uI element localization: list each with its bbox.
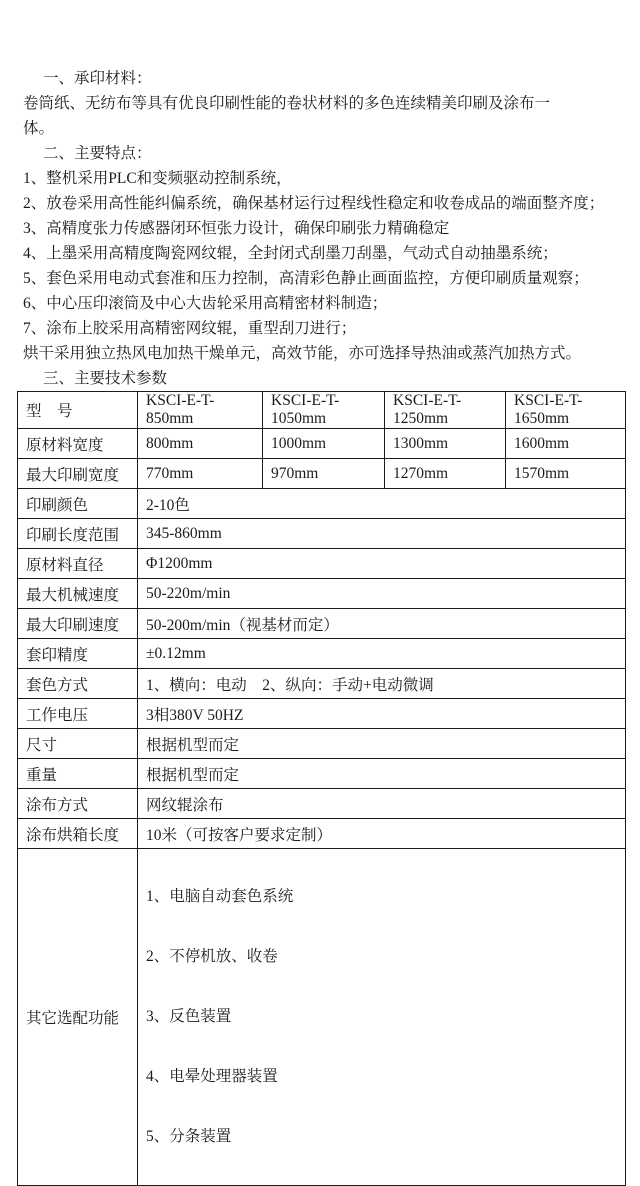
table-row — [18, 579, 626, 609]
table-row — [18, 789, 626, 819]
spec-value-cell: 根据机型而定 — [138, 729, 626, 759]
spec-label-cell: 最大印刷宽度 — [18, 459, 138, 489]
spec-label-cell: 涂布烘箱长度 — [18, 819, 138, 849]
table-row — [18, 759, 626, 789]
table-row — [18, 639, 626, 669]
spec-value-cell: 1300mm — [385, 429, 506, 459]
section-heading-materials: 一、承印材料： — [43, 70, 152, 87]
spec-label-cell: 套印精度 — [18, 639, 138, 669]
model-name-cell: KSCI-E-T-1250mm — [385, 392, 506, 429]
table-row-options — [18, 849, 626, 1186]
table-row — [18, 729, 626, 759]
option-item: 4、电晕处理器装置 — [146, 1068, 278, 1085]
spec-value-cell: 根据机型而定 — [138, 759, 626, 789]
spec-label-cell: 尺寸 — [18, 729, 138, 759]
feature-item: 5、套色采用电动式套准和压力控制，高清彩色静止画面监控，方便印刷质量观察； — [23, 270, 589, 287]
model-header-label: 型 号 — [18, 392, 138, 429]
table-row — [18, 669, 626, 699]
feature-item: 6、中心压印滚筒及中心大齿轮采用高精密材料制造； — [23, 295, 388, 312]
spec-label-cell: 印刷长度范围 — [18, 519, 138, 549]
spec-value-cell: 2-10色 — [138, 489, 626, 519]
spec-value-cell: 1270mm — [385, 459, 506, 489]
specs-table — [17, 391, 626, 1186]
table-row — [18, 489, 626, 519]
spec-value-cell: 800mm — [138, 429, 263, 459]
model-name-cell: KSCI-E-T-1050mm — [263, 392, 385, 429]
table-header-row — [18, 392, 626, 429]
spec-label-cell: 重量 — [18, 759, 138, 789]
table-row — [18, 549, 626, 579]
table-row — [18, 699, 626, 729]
spec-label-cell: 最大机械速度 — [18, 579, 138, 609]
table-row — [18, 429, 626, 459]
spec-label-cell: 套色方式 — [18, 669, 138, 699]
spec-label-cell: 原材料宽度 — [18, 429, 138, 459]
option-item: 2、不停机放、收卷 — [146, 948, 278, 965]
spec-value-cell: Φ1200mm — [138, 549, 626, 579]
intro-line: 卷筒纸、无纺布等具有优良印刷性能的卷状材料的多色连续精美印刷及涂布一 — [23, 95, 551, 112]
spec-label-cell: 原材料直径 — [18, 549, 138, 579]
option-item: 5、分条装置 — [146, 1128, 232, 1145]
spec-label-cell: 印刷颜色 — [18, 489, 138, 519]
feature-item: 4、上墨采用高精度陶瓷网纹辊，全封闭式刮墨刀刮墨，气动式自动抽墨系统； — [23, 245, 558, 262]
section-heading-features: 二、主要特点： — [43, 145, 152, 162]
model-name-cell: KSCI-E-T-850mm — [138, 392, 263, 429]
spec-value-cell: 770mm — [138, 459, 263, 489]
spec-label-cell: 工作电压 — [18, 699, 138, 729]
spec-value-cell: ±0.12mm — [138, 639, 626, 669]
spec-value-cell: 345-860mm — [138, 519, 626, 549]
feature-item: 烘干采用独立热风电加热干燥单元，高效节能，亦可选择导热油或蒸汽加热方式。 — [23, 345, 582, 362]
spec-value-cell: 3相380V 50HZ — [138, 699, 626, 729]
model-name-cell: KSCI-E-T-1650mm — [506, 392, 626, 429]
intro-line: 体。 — [23, 120, 55, 137]
spec-value-cell: 50-200m/min（视基材而定） — [138, 609, 626, 639]
spec-value-cell: 970mm — [263, 459, 385, 489]
table-row — [18, 819, 626, 849]
feature-item: 1、整机采用PLC和变频驱动控制系统， — [23, 170, 292, 187]
spec-value-cell: 1570mm — [506, 459, 626, 489]
table-row — [18, 459, 626, 489]
spec-value-cell: 10米（可按客户要求定制） — [138, 819, 626, 849]
section-heading-parameters: 三、主要技术参数 — [43, 370, 168, 387]
options-value-cell — [138, 849, 626, 1186]
table-row — [18, 519, 626, 549]
spec-label-cell: 涂布方式 — [18, 789, 138, 819]
feature-item: 2、放卷采用高性能纠偏系统，确保基材运行过程线性稳定和收卷成品的端面整齐度； — [23, 195, 605, 212]
intro-section — [0, 0, 640, 391]
spec-value-cell: 50-220m/min — [138, 579, 626, 609]
spec-value-cell: 网纹辊涂布 — [138, 789, 626, 819]
spec-value-cell: 1、横向：电动 2、纵向：手动+电动微调 — [138, 669, 626, 699]
feature-item: 3、高精度张力传感器闭环恒张力设计，确保印刷张力精确稳定 — [23, 220, 450, 237]
feature-item: 7、涂布上胶采用高精密网纹辊，重型刮刀进行； — [23, 320, 357, 337]
spec-label-cell: 其它选配功能 — [18, 849, 138, 1186]
spec-value-cell: 1600mm — [506, 429, 626, 459]
option-item: 1、电脑自动套色系统 — [146, 888, 294, 905]
spec-label-cell: 最大印刷速度 — [18, 609, 138, 639]
spec-value-cell: 1000mm — [263, 429, 385, 459]
option-item: 3、反色装置 — [146, 1008, 232, 1025]
table-row — [18, 609, 626, 639]
